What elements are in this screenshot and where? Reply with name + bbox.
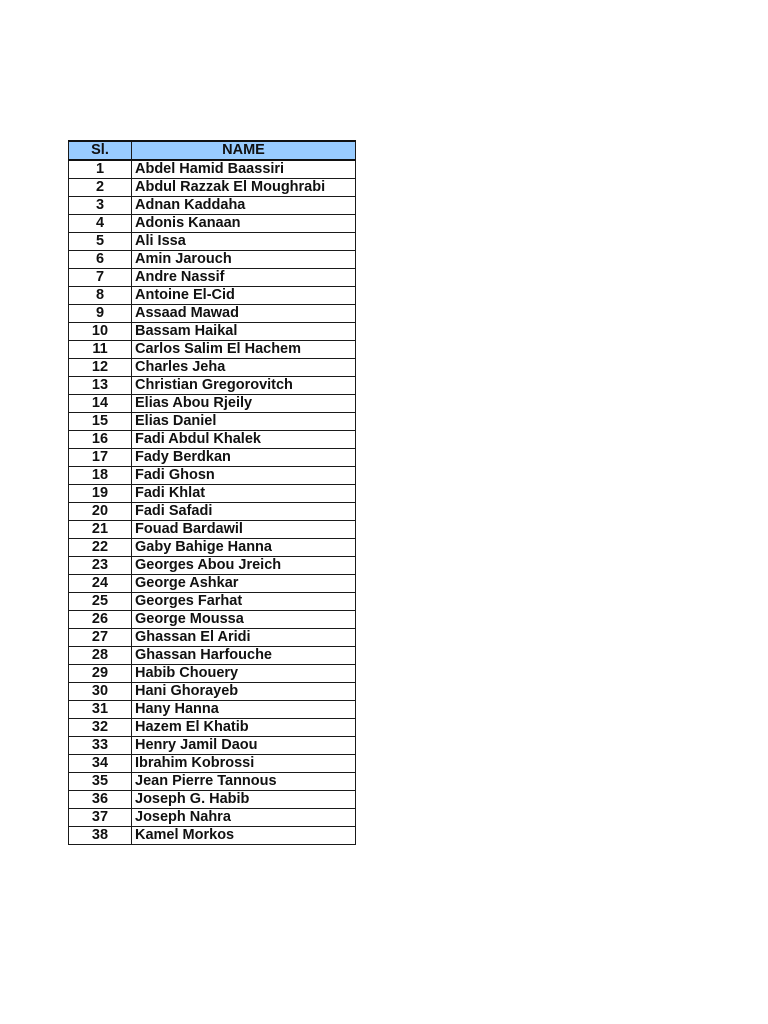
row-person-name: Joseph G. Habib — [132, 791, 356, 809]
table-header-row — [69, 141, 356, 160]
row-serial-number: 24 — [69, 575, 132, 593]
table-row — [69, 773, 356, 791]
row-person-name: George Moussa — [132, 611, 356, 629]
table-row — [69, 809, 356, 827]
row-person-name: Fady Berdkan — [132, 449, 356, 467]
row-serial-number: 20 — [69, 503, 132, 521]
row-serial-number: 8 — [69, 287, 132, 305]
row-serial-number: 27 — [69, 629, 132, 647]
row-serial-number: 5 — [69, 233, 132, 251]
row-serial-number: 36 — [69, 791, 132, 809]
row-serial-number: 19 — [69, 485, 132, 503]
row-person-name: Habib Chouery — [132, 665, 356, 683]
row-serial-number: 28 — [69, 647, 132, 665]
row-person-name: Abdel Hamid Baassiri — [132, 160, 356, 179]
table-row — [69, 269, 356, 287]
table-row — [69, 539, 356, 557]
table-row — [69, 341, 356, 359]
row-person-name: Christian Gregorovitch — [132, 377, 356, 395]
table-row — [69, 359, 356, 377]
row-serial-number: 29 — [69, 665, 132, 683]
names-table — [68, 140, 356, 845]
row-serial-number: 6 — [69, 251, 132, 269]
table-row — [69, 593, 356, 611]
row-person-name: Abdul Razzak El Moughrabi — [132, 179, 356, 197]
table-row — [69, 611, 356, 629]
row-person-name: Elias Abou Rjeily — [132, 395, 356, 413]
table-row — [69, 791, 356, 809]
table-row — [69, 521, 356, 539]
row-person-name: Amin Jarouch — [132, 251, 356, 269]
table-row — [69, 557, 356, 575]
table-row — [69, 647, 356, 665]
row-serial-number: 31 — [69, 701, 132, 719]
row-person-name: Fadi Abdul Khalek — [132, 431, 356, 449]
row-serial-number: 26 — [69, 611, 132, 629]
table-row — [69, 377, 356, 395]
row-person-name: Ibrahim Kobrossi — [132, 755, 356, 773]
table-row — [69, 197, 356, 215]
row-serial-number: 10 — [69, 323, 132, 341]
row-serial-number: 13 — [69, 377, 132, 395]
table-row — [69, 305, 356, 323]
table-row — [69, 827, 356, 845]
row-person-name: Adnan Kaddaha — [132, 197, 356, 215]
row-person-name: Gaby Bahige Hanna — [132, 539, 356, 557]
table-row — [69, 323, 356, 341]
row-person-name: Ali Issa — [132, 233, 356, 251]
row-person-name: Bassam Haikal — [132, 323, 356, 341]
row-serial-number: 2 — [69, 179, 132, 197]
row-serial-number: 15 — [69, 413, 132, 431]
row-person-name: Charles Jeha — [132, 359, 356, 377]
row-serial-number: 21 — [69, 521, 132, 539]
row-person-name: Fadi Khlat — [132, 485, 356, 503]
table-row — [69, 485, 356, 503]
row-person-name: Hany Hanna — [132, 701, 356, 719]
table-row — [69, 575, 356, 593]
row-serial-number: 14 — [69, 395, 132, 413]
table-row — [69, 701, 356, 719]
row-person-name: Carlos Salim El Hachem — [132, 341, 356, 359]
table-row — [69, 413, 356, 431]
table-row — [69, 503, 356, 521]
column-header-name: NAME — [132, 141, 356, 160]
row-serial-number: 7 — [69, 269, 132, 287]
row-person-name: Antoine El-Cid — [132, 287, 356, 305]
row-serial-number: 1 — [69, 160, 132, 179]
row-person-name: Hazem El Khatib — [132, 719, 356, 737]
row-serial-number: 11 — [69, 341, 132, 359]
row-serial-number: 23 — [69, 557, 132, 575]
table-row — [69, 467, 356, 485]
row-serial-number: 25 — [69, 593, 132, 611]
row-person-name: Hani Ghorayeb — [132, 683, 356, 701]
table-row — [69, 179, 356, 197]
names-sheet — [68, 140, 355, 845]
row-person-name: Ghassan Harfouche — [132, 647, 356, 665]
column-header-serial: Sl. — [69, 141, 132, 160]
row-serial-number: 35 — [69, 773, 132, 791]
row-serial-number: 17 — [69, 449, 132, 467]
table-row — [69, 431, 356, 449]
table-row — [69, 251, 356, 269]
table-row — [69, 233, 356, 251]
row-person-name: Elias Daniel — [132, 413, 356, 431]
row-serial-number: 34 — [69, 755, 132, 773]
row-serial-number: 16 — [69, 431, 132, 449]
table-row — [69, 755, 356, 773]
table-row — [69, 719, 356, 737]
row-person-name: Georges Abou Jreich — [132, 557, 356, 575]
table-row — [69, 395, 356, 413]
row-serial-number: 33 — [69, 737, 132, 755]
row-serial-number: 32 — [69, 719, 132, 737]
row-person-name: Georges Farhat — [132, 593, 356, 611]
row-serial-number: 18 — [69, 467, 132, 485]
table-row — [69, 683, 356, 701]
row-person-name: Fouad Bardawil — [132, 521, 356, 539]
table-row — [69, 449, 356, 467]
row-serial-number: 22 — [69, 539, 132, 557]
table-row — [69, 629, 356, 647]
row-person-name: Andre Nassif — [132, 269, 356, 287]
row-person-name: Assaad Mawad — [132, 305, 356, 323]
row-person-name: Fadi Ghosn — [132, 467, 356, 485]
table-row — [69, 215, 356, 233]
table-row — [69, 287, 356, 305]
table-row — [69, 737, 356, 755]
row-person-name: Ghassan El Aridi — [132, 629, 356, 647]
row-person-name: Fadi Safadi — [132, 503, 356, 521]
row-person-name: Joseph Nahra — [132, 809, 356, 827]
row-serial-number: 38 — [69, 827, 132, 845]
row-person-name: Kamel Morkos — [132, 827, 356, 845]
row-person-name: Adonis Kanaan — [132, 215, 356, 233]
table-body — [69, 160, 356, 845]
row-serial-number: 9 — [69, 305, 132, 323]
row-serial-number: 3 — [69, 197, 132, 215]
row-person-name: Jean Pierre Tannous — [132, 773, 356, 791]
row-serial-number: 12 — [69, 359, 132, 377]
row-serial-number: 37 — [69, 809, 132, 827]
table-row — [69, 665, 356, 683]
row-person-name: George Ashkar — [132, 575, 356, 593]
row-serial-number: 4 — [69, 215, 132, 233]
row-serial-number: 30 — [69, 683, 132, 701]
row-person-name: Henry Jamil Daou — [132, 737, 356, 755]
table-row — [69, 160, 356, 179]
